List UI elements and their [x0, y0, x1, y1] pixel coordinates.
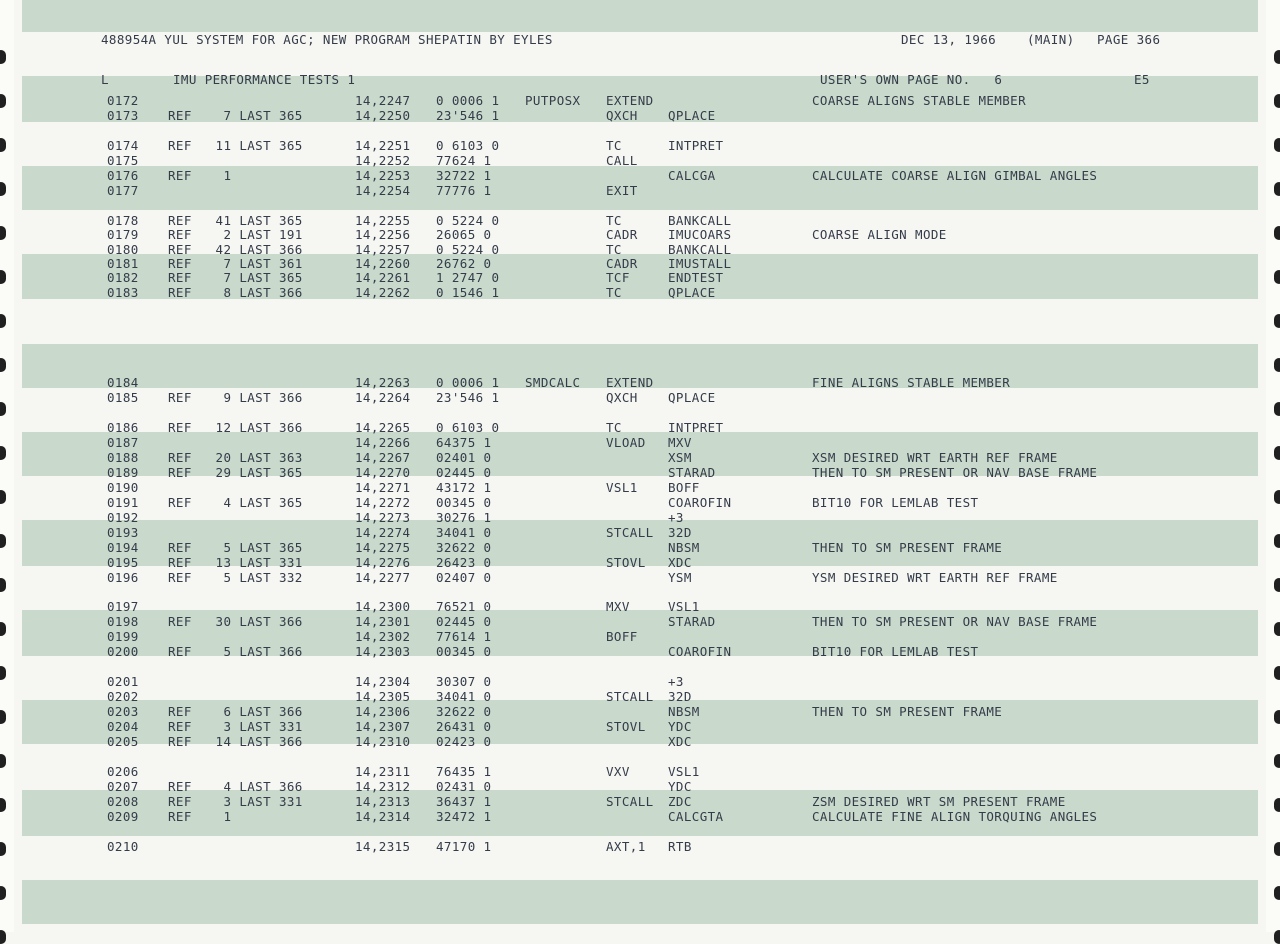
octal-word: 34041 0: [436, 689, 492, 704]
line-number: 0181: [107, 256, 139, 271]
address: 14,2310: [355, 734, 411, 749]
sprocket-hole: [1274, 622, 1280, 636]
address: 14,2257: [355, 242, 411, 257]
line-number: 0209: [107, 809, 139, 824]
sprocket-hole: [1274, 402, 1280, 416]
opcode: TCF: [606, 270, 630, 285]
line-number: 0172: [107, 93, 139, 108]
comment: XSM DESIRED WRT EARTH REF FRAME: [812, 450, 1058, 465]
operand: CALCGA: [668, 168, 716, 183]
opcode: VLOAD: [606, 435, 646, 450]
sprocket-hole: [1274, 358, 1280, 372]
line-number: 0197: [107, 599, 139, 614]
octal-word: 32622 0: [436, 704, 492, 719]
opcode: QXCH: [606, 108, 638, 123]
comment: BIT10 FOR LEMLAB TEST: [812, 495, 979, 510]
address: 14,2273: [355, 510, 411, 525]
address: 14,2256: [355, 227, 411, 242]
opcode: EXIT: [606, 183, 638, 198]
sprocket-hole: [1274, 182, 1280, 196]
address: 14,2275: [355, 540, 411, 555]
comment: BIT10 FOR LEMLAB TEST: [812, 644, 979, 659]
line-number: 0204: [107, 719, 139, 734]
opcode: CADR: [606, 256, 638, 271]
section-title: IMU PERFORMANCE TESTS 1: [173, 72, 356, 87]
sprocket-hole: [1274, 94, 1280, 108]
operand: XDC: [668, 734, 692, 749]
line-number: 0192: [107, 510, 139, 525]
line-number: 0187: [107, 435, 139, 450]
reference: REF 1: [168, 168, 232, 183]
line-number: 0198: [107, 614, 139, 629]
reference: REF 9 LAST 366: [168, 390, 303, 405]
address: 14,2301: [355, 614, 411, 629]
octal-word: 26065 0: [436, 227, 492, 242]
reference: REF 13 LAST 331: [168, 555, 303, 570]
line-number: 0210: [107, 839, 139, 854]
octal-word: 76521 0: [436, 599, 492, 614]
reference: REF 29 LAST 365: [168, 465, 303, 480]
octal-word: 0 1546 1: [436, 285, 500, 300]
address: 14,2300: [355, 599, 411, 614]
octal-word: 32622 0: [436, 540, 492, 555]
label: SMDCALC: [525, 375, 581, 390]
octal-word: 02401 0: [436, 450, 492, 465]
opcode: STOVL: [606, 719, 646, 734]
opcode: EXTEND: [606, 93, 654, 108]
operand: INTPRET: [668, 138, 724, 153]
users-page-number: USER'S OWN PAGE NO. 6: [820, 72, 1003, 87]
page-number: PAGE 366: [1097, 32, 1161, 47]
octal-word: 43172 1: [436, 480, 492, 495]
address: 14,2314: [355, 809, 411, 824]
octal-word: 26762 0: [436, 256, 492, 271]
line-number: 0190: [107, 480, 139, 495]
octal-word: 00345 0: [436, 495, 492, 510]
opcode: VXV: [606, 764, 630, 779]
octal-word: 00345 0: [436, 644, 492, 659]
sprocket-hole: [1274, 50, 1280, 64]
operand: VSL1: [668, 599, 700, 614]
comment: COARSE ALIGN MODE: [812, 227, 947, 242]
opcode: STCALL: [606, 689, 654, 704]
octal-word: 0 5224 0: [436, 213, 500, 228]
comment: THEN TO SM PRESENT OR NAV BASE FRAME: [812, 465, 1098, 480]
reference: REF 20 LAST 363: [168, 450, 303, 465]
address: 14,2272: [355, 495, 411, 510]
line-number: 0200: [107, 644, 139, 659]
line-number: 0180: [107, 242, 139, 257]
reference: REF 30 LAST 366: [168, 614, 303, 629]
operand: XSM: [668, 450, 692, 465]
operand: INTPRET: [668, 420, 724, 435]
comment: YSM DESIRED WRT EARTH REF FRAME: [812, 570, 1058, 585]
line-number: 0196: [107, 570, 139, 585]
line-number: 0206: [107, 764, 139, 779]
sprocket-hole: [1274, 886, 1280, 900]
address: 14,2265: [355, 420, 411, 435]
address: 14,2315: [355, 839, 411, 854]
paper-band: [22, 880, 1258, 924]
reference: REF 7 LAST 365: [168, 108, 303, 123]
operand: +3: [668, 510, 684, 525]
line-number: 0195: [107, 555, 139, 570]
line-number: 0208: [107, 794, 139, 809]
line-number: 0175: [107, 153, 139, 168]
opcode: CALL: [606, 153, 638, 168]
address: 14,2277: [355, 570, 411, 585]
operand: BANKCALL: [668, 213, 732, 228]
line-number: 0203: [107, 704, 139, 719]
address: 14,2261: [355, 270, 411, 285]
octal-word: 77624 1: [436, 153, 492, 168]
octal-word: 30276 1: [436, 510, 492, 525]
line-number: 0193: [107, 525, 139, 540]
octal-word: 1 2747 0: [436, 270, 500, 285]
sprocket-hole: [1274, 754, 1280, 768]
sprocket-hole: [1274, 710, 1280, 724]
address: 14,2302: [355, 629, 411, 644]
sprocket-hole: [1274, 226, 1280, 240]
operand: YSM: [668, 570, 692, 585]
octal-word: 0 0006 1: [436, 93, 500, 108]
address: 14,2262: [355, 285, 411, 300]
address: 14,2303: [355, 644, 411, 659]
address: 14,2266: [355, 435, 411, 450]
address: 14,2312: [355, 779, 411, 794]
comment: ZSM DESIRED WRT SM PRESENT FRAME: [812, 794, 1066, 809]
sprocket-hole: [1274, 798, 1280, 812]
operand: COAROFIN: [668, 644, 732, 659]
reference: REF 5 LAST 332: [168, 570, 303, 585]
opcode: BOFF: [606, 629, 638, 644]
octal-word: 32722 1: [436, 168, 492, 183]
address: 14,2254: [355, 183, 411, 198]
operand: STARAD: [668, 614, 716, 629]
octal-word: 02445 0: [436, 465, 492, 480]
operand: XDC: [668, 555, 692, 570]
address: 14,2304: [355, 674, 411, 689]
line-number: 0188: [107, 450, 139, 465]
reference: REF 5 LAST 365: [168, 540, 303, 555]
line-number: 0194: [107, 540, 139, 555]
operand: MXV: [668, 435, 692, 450]
octal-word: 76435 1: [436, 764, 492, 779]
line-number: 0207: [107, 779, 139, 794]
line-number: 0183: [107, 285, 139, 300]
opcode: STCALL: [606, 525, 654, 540]
operand: 32D: [668, 525, 692, 540]
line-number: 0202: [107, 689, 139, 704]
sprocket-hole: [1274, 930, 1280, 944]
opcode: CADR: [606, 227, 638, 242]
comment: CALCULATE FINE ALIGN TORQUING ANGLES: [812, 809, 1098, 824]
reference: REF 8 LAST 366: [168, 285, 303, 300]
octal-word: 64375 1: [436, 435, 492, 450]
octal-word: 32472 1: [436, 809, 492, 824]
line-number: 0199: [107, 629, 139, 644]
reference: REF 41 LAST 365: [168, 213, 303, 228]
operand: YDC: [668, 719, 692, 734]
sprocket-hole: [1274, 270, 1280, 284]
octal-word: 77614 1: [436, 629, 492, 644]
sprocket-hole: [1274, 138, 1280, 152]
label: PUTPOSX: [525, 93, 581, 108]
octal-word: 0 5224 0: [436, 242, 500, 257]
octal-word: 26431 0: [436, 719, 492, 734]
address: 14,2267: [355, 450, 411, 465]
column-marker: L: [101, 72, 109, 87]
operand: ENDTEST: [668, 270, 724, 285]
address: 14,2247: [355, 93, 411, 108]
reference: REF 4 LAST 366: [168, 779, 303, 794]
address: 14,2270: [355, 465, 411, 480]
comment: THEN TO SM PRESENT OR NAV BASE FRAME: [812, 614, 1098, 629]
octal-word: 0 6103 0: [436, 420, 500, 435]
operand: QPLACE: [668, 390, 716, 405]
paper-band: [22, 0, 1258, 32]
address: 14,2306: [355, 704, 411, 719]
address: 14,2260: [355, 256, 411, 271]
line-number: 0189: [107, 465, 139, 480]
job-title: 488954A YUL SYSTEM FOR AGC; NEW PROGRAM SHEPATIN BY EYLES: [101, 32, 553, 47]
reference: REF 5 LAST 366: [168, 644, 303, 659]
comment: THEN TO SM PRESENT FRAME: [812, 704, 1003, 719]
line-number: 0177: [107, 183, 139, 198]
operand: IMUSTALL: [668, 256, 732, 271]
line-number: 0179: [107, 227, 139, 242]
address: 14,2276: [355, 555, 411, 570]
octal-word: 02423 0: [436, 734, 492, 749]
octal-word: 02445 0: [436, 614, 492, 629]
program-tag: (MAIN): [1027, 32, 1075, 47]
sprocket-hole: [1274, 490, 1280, 504]
reference: REF 4 LAST 365: [168, 495, 303, 510]
listing-date: DEC 13, 1966: [901, 32, 997, 47]
octal-word: 23'546 1: [436, 390, 500, 405]
reference: REF 12 LAST 366: [168, 420, 303, 435]
opcode: TC: [606, 242, 622, 257]
sprocket-hole: [1274, 578, 1280, 592]
address: 14,2250: [355, 108, 411, 123]
operand: QPLACE: [668, 108, 716, 123]
comment: FINE ALIGNS STABLE MEMBER: [812, 375, 1011, 390]
address: 14,2251: [355, 138, 411, 153]
operand: 32D: [668, 689, 692, 704]
octal-word: 02407 0: [436, 570, 492, 585]
opcode: TC: [606, 138, 622, 153]
sprocket-hole: [1274, 842, 1280, 856]
octal-word: 0 0006 1: [436, 375, 500, 390]
octal-word: 34041 0: [436, 525, 492, 540]
operand: CALCGTA: [668, 809, 724, 824]
opcode: STCALL: [606, 794, 654, 809]
line-number: 0191: [107, 495, 139, 510]
reference: REF 14 LAST 366: [168, 734, 303, 749]
octal-word: 36437 1: [436, 794, 492, 809]
address: 14,2313: [355, 794, 411, 809]
line-number: 0205: [107, 734, 139, 749]
opcode: AXT,1: [606, 839, 646, 854]
opcode: TC: [606, 285, 622, 300]
page-code: E5: [1134, 72, 1150, 87]
reference: REF 1: [168, 809, 232, 824]
sprocket-hole: [1274, 446, 1280, 460]
reference: REF 6 LAST 366: [168, 704, 303, 719]
line-number: 0201: [107, 674, 139, 689]
octal-word: 26423 0: [436, 555, 492, 570]
sprocket-hole: [1274, 666, 1280, 680]
line-number: 0182: [107, 270, 139, 285]
address: 14,2252: [355, 153, 411, 168]
line-number: 0174: [107, 138, 139, 153]
address: 14,2305: [355, 689, 411, 704]
address: 14,2311: [355, 764, 411, 779]
operand: RTB: [668, 839, 692, 854]
sprocket-hole: [0, 930, 6, 944]
reference: REF 3 LAST 331: [168, 794, 303, 809]
line-number: 0185: [107, 390, 139, 405]
operand: COAROFIN: [668, 495, 732, 510]
operand: VSL1: [668, 764, 700, 779]
reference: REF 42 LAST 366: [168, 242, 303, 257]
opcode: VSL1: [606, 480, 638, 495]
operand: STARAD: [668, 465, 716, 480]
opcode: TC: [606, 213, 622, 228]
address: 14,2307: [355, 719, 411, 734]
line-number: 0186: [107, 420, 139, 435]
operand: NBSM: [668, 540, 700, 555]
octal-word: 47170 1: [436, 839, 492, 854]
opcode: STOVL: [606, 555, 646, 570]
operand: ZDC: [668, 794, 692, 809]
address: 14,2271: [355, 480, 411, 495]
octal-word: 23'546 1: [436, 108, 500, 123]
opcode: MXV: [606, 599, 630, 614]
address: 14,2263: [355, 375, 411, 390]
sprocket-hole: [1274, 534, 1280, 548]
operand: NBSM: [668, 704, 700, 719]
operand: BANKCALL: [668, 242, 732, 257]
reference: REF 11 LAST 365: [168, 138, 303, 153]
comment: COARSE ALIGNS STABLE MEMBER: [812, 93, 1026, 108]
octal-word: 77776 1: [436, 183, 492, 198]
reference: REF 2 LAST 191: [168, 227, 303, 242]
octal-word: 30307 0: [436, 674, 492, 689]
operand: +3: [668, 674, 684, 689]
operand: YDC: [668, 779, 692, 794]
operand: BOFF: [668, 480, 700, 495]
address: 14,2255: [355, 213, 411, 228]
comment: THEN TO SM PRESENT FRAME: [812, 540, 1003, 555]
line-number: 0178: [107, 213, 139, 228]
line-number: 0184: [107, 375, 139, 390]
operand: IMUCOARS: [668, 227, 732, 242]
line-number: 0173: [107, 108, 139, 123]
opcode: TC: [606, 420, 622, 435]
reference: REF 7 LAST 361: [168, 256, 303, 271]
line-number: 0176: [107, 168, 139, 183]
reference: REF 7 LAST 365: [168, 270, 303, 285]
address: 14,2274: [355, 525, 411, 540]
opcode: QXCH: [606, 390, 638, 405]
address: 14,2253: [355, 168, 411, 183]
octal-word: 02431 0: [436, 779, 492, 794]
opcode: EXTEND: [606, 375, 654, 390]
octal-word: 0 6103 0: [436, 138, 500, 153]
sprocket-hole: [1274, 314, 1280, 328]
operand: QPLACE: [668, 285, 716, 300]
address: 14,2264: [355, 390, 411, 405]
reference: REF 3 LAST 331: [168, 719, 303, 734]
comment: CALCULATE COARSE ALIGN GIMBAL ANGLES: [812, 168, 1098, 183]
